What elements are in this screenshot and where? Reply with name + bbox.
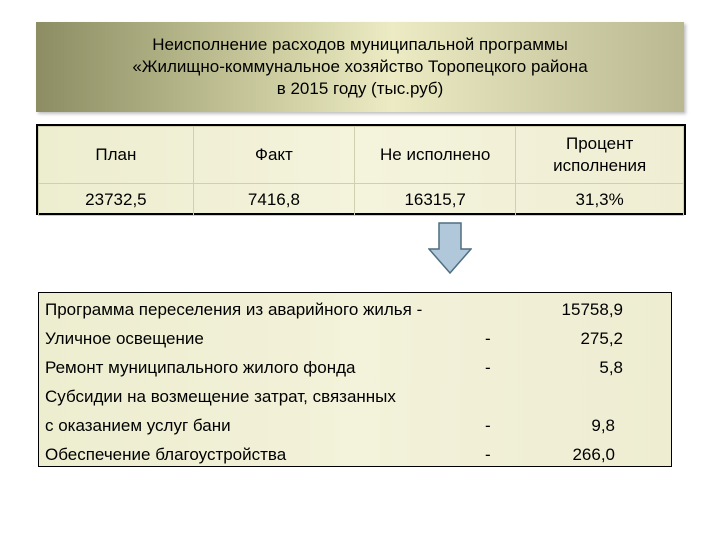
detail-dash: - (485, 445, 491, 464)
detail-value: 15758,9 (561, 300, 623, 319)
header-plan: План (39, 127, 194, 184)
list-item (45, 326, 665, 352)
list-item (45, 384, 665, 410)
header-not-executed: Не исполнено (355, 127, 516, 184)
summary-values-row (39, 184, 684, 216)
detail-value: 266,0 (572, 445, 615, 464)
detail-label: Уличное освещение (45, 329, 204, 348)
detail-label: с оказанием услуг бани (45, 416, 231, 435)
value-plan: 23732,5 (39, 184, 194, 216)
value-execution-percent: 31,3% (516, 184, 684, 216)
header-fact: Факт (193, 127, 354, 184)
value-fact: 7416,8 (193, 184, 354, 216)
detail-value: 9,8 (591, 416, 615, 435)
detail-label: Программа переселения из аварийного жилья - (45, 300, 423, 319)
details-panel (38, 292, 672, 467)
title-line-1: Неисполнение расходов муниципальной программы (152, 35, 568, 54)
list-item (45, 297, 665, 323)
detail-label: Обеспечение благоустройства (45, 445, 287, 464)
down-arrow-icon (428, 222, 472, 274)
header-execution-percent: Процент исполнения (516, 127, 684, 184)
summary-header-row (39, 127, 684, 184)
title-line-3: в 2015 году (тыс.руб) (276, 79, 444, 98)
summary-table (36, 124, 686, 215)
list-item (45, 355, 665, 381)
detail-dash: - (485, 329, 491, 348)
detail-dash: - (485, 358, 491, 377)
list-item (45, 413, 665, 439)
detail-value: 5,8 (599, 358, 623, 377)
detail-value: 275,2 (580, 329, 623, 348)
detail-label: Субсидии на возмещение затрат, связанных (45, 387, 396, 406)
detail-dash: - (485, 416, 491, 435)
list-item (45, 442, 665, 468)
slide-title (36, 22, 684, 112)
value-not-executed: 16315,7 (355, 184, 516, 216)
title-line-2: «Жилищно-коммунальное хозяйство Торопецкого района (132, 57, 588, 76)
detail-label: Ремонт муниципального жилого фонда (45, 358, 356, 377)
